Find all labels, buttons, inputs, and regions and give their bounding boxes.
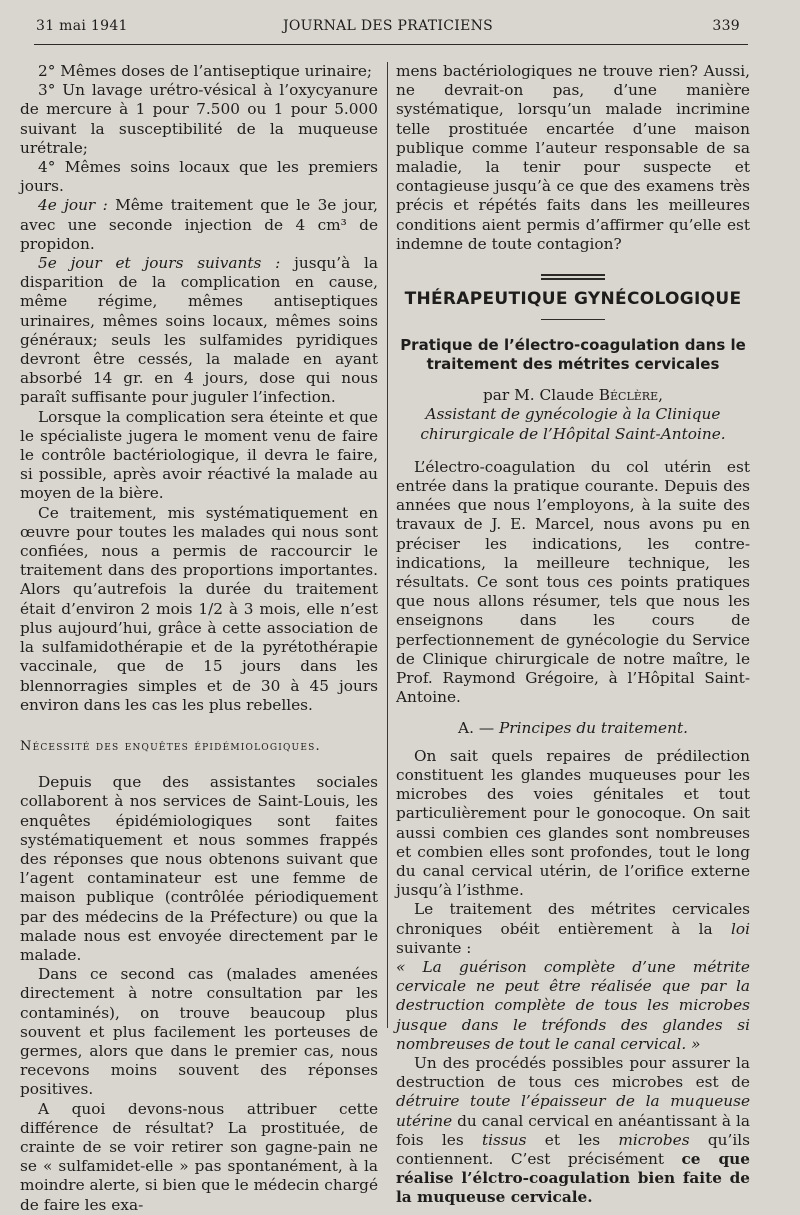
emphasis: loi bbox=[731, 919, 750, 938]
paragraph: A quoi devons-nous attribuer cette différence de résultat? La prostituée, de crainte de se voir retirer son gagne-pain ne se « sulfamidet-elle » pas spontanément, à la moindre alerte, si bien que le médecin chargé de faire les exa- bbox=[20, 1099, 378, 1214]
paragraph: Depuis que des assistantes sociales collaborent à nos services de Saint-Louis, les enquêtes épidémiologiques sont faites systématiquement et nous sommes frappés des réponses que nous obtenons suivant que l’agent contaminateur est une femme de maison publique (contrôlée périodiquement par des médecins de la Préfecture) ou que la malade nous est envoyée directement par le malade. bbox=[20, 773, 378, 964]
column-divider bbox=[387, 62, 388, 1028]
double-rule-ornament bbox=[541, 274, 605, 280]
left-column bbox=[20, 62, 378, 1214]
running-header bbox=[36, 18, 740, 40]
author-affiliation: Assistant de gynécologie à la Clinique chirurgicale de l’Hôpital Saint-Antoine. bbox=[420, 405, 726, 443]
paragraph: Ce traitement, mis systématiquement en œuvre pour toutes les malades qui nous sont confiées, nous a permis de raccourcir le traitement dans des proportions importantes. Alors qu’autrefois la durée du traitement était d’environ 2 mois 1/2 à 3 mois, elle n’est plus aujourd’hui, grâce à cette association de la sulfamidothérapie et de la pyrétothérapie vaccinale, que de 15 jours dans les blennorragies simples et de 30 à 45 jours environ dans les cas les plus rebelles. bbox=[20, 503, 378, 714]
paragraph: Lorsque la complication sera éteinte et que le spécialiste jugera le moment venu de faire le contrôle bactériologique, il devra le faire, si possible, après avoir réactivé la malade au moyen de la bière. bbox=[20, 407, 378, 503]
subsection-heading bbox=[396, 719, 750, 738]
section-heading: Nécessité des enquêtes épidémiologiques. bbox=[20, 738, 321, 754]
header-rule bbox=[34, 44, 748, 45]
byline bbox=[396, 386, 750, 405]
paragraph: Dans ce second cas (malades amenées directement à notre consultation par les contaminés), on trouve beaucoup plus souvent et plus facilement les porteuses de germes, alors que dans le premier cas, nous recevons moins souvent des réponses positives. bbox=[20, 965, 378, 1099]
paragraph: 4° Mêmes soins locaux que les premiers jours. bbox=[20, 158, 378, 196]
article-title: Pratique de l’électro-coagulation dans le traitement des métrites cervicales bbox=[400, 336, 746, 374]
author-name: Béclère, bbox=[598, 386, 663, 405]
emphasis: microbes bbox=[618, 1130, 690, 1149]
day-label: 4e jour : bbox=[38, 196, 108, 215]
rule-ornament bbox=[541, 319, 605, 320]
paragraph-text: du canal cervical en anéantissant à la fois les bbox=[396, 1111, 750, 1149]
paragraph-text: Le traitement des métrites cervicales chroniques obéit entièrement à la bbox=[396, 900, 750, 938]
paragraph: 2° Mêmes doses de l’antiseptique urinaire; bbox=[38, 62, 373, 80]
emphasis-bold: ce que réalise l’élctro-coagulation bien faite de la muqueuse cervicale. bbox=[396, 1149, 751, 1207]
issue-date: 31 mai 1941 bbox=[36, 18, 128, 34]
paragraph-text: Un des procédés possibles pour assurer la destruction de tous ces microbes est de bbox=[396, 1053, 750, 1092]
subsection-text: Principes du traitement. bbox=[498, 719, 688, 738]
paragraph: L’électro-coagulation du col utérin est entrée dans la pratique courante. Depuis des années que nous l’employons, à la suite des travaux de J. E. Marcel, nous avons pu en préciser les indications, les contre-indications, la meilleure technique, les résultats. Ce sont tous ces points pratiques que nous allons résumer, tels que nous les enseignons dans les cours de perfectionnement de gynécologie du Service de Clinique chirurgicale de notre maître, le Prof. Raymond Grégoire, à l’Hôpital Saint-Antoine. bbox=[396, 457, 750, 707]
paragraph-text: et les bbox=[526, 1130, 619, 1149]
emphasis: tissus bbox=[482, 1130, 527, 1149]
right-column bbox=[396, 62, 751, 1207]
paragraph-text: jusqu’à la disparition de la complication en cause, même régime, mêmes antiseptiques urinaires, mêmes soins locaux, mêmes soins généraux; seuls les sulfamides pyridiques devront être cessés, la malade en ayant absorbé 14 gr. en 4 jours, dose qui nous paraît suffisante pour juguler l’infection. bbox=[20, 254, 378, 407]
day-label: 5e jour et jours suivants : bbox=[38, 254, 281, 273]
page-number: 339 bbox=[712, 18, 740, 34]
paragraph-text: qu’ils contiennent. C’est précisément bbox=[396, 1130, 750, 1168]
paragraph-text: Même traitement que le 3e jour, avec une seconde injection de 4 cm³ de propidon. bbox=[20, 196, 378, 253]
journal-title: JOURNAL DES PRATICIENS bbox=[282, 18, 494, 34]
paragraph bbox=[20, 196, 378, 254]
paragraph bbox=[396, 1054, 750, 1208]
emphasis: détruire toute l’épaisseur de la muqueuse utérine bbox=[396, 1092, 750, 1130]
subsection-prefix: A. — bbox=[458, 719, 499, 738]
quotation: « La guérison complète d’une métrite cervicale ne peut être réalisée que par la destruction complète de tous les microbes jusque dans le tréfonds des glandes si nombreuses de tout le canal cervical. » bbox=[396, 957, 750, 1053]
paragraph: 3° Un lavage urétro-vésical à l’oxycyanure de mercure à 1 pour 7.500 ou 1 pour 5.000 suivant la susceptibilité de la muqueuse urétrale; bbox=[20, 81, 378, 157]
paragraph bbox=[20, 254, 378, 408]
paragraph-text: suivante : bbox=[396, 938, 472, 957]
byline-prefix: par M. Claude bbox=[483, 386, 599, 405]
rubric-heading: THÉRAPEUTIQUE GYNÉCOLOGIQUE bbox=[404, 289, 742, 310]
paragraph: On sait quels repaires de prédilection constituent les glandes muqueuses pour les microbes des voies génitales et tout particulièrement pour le gonocoque. On sait aussi combien ces glandes sont nombreuses et combien elles sont profondes, tout le long du canal cervical utérin, de l’orifice externe jusqu’à l’isthme. bbox=[396, 746, 750, 900]
paragraph: mens bactériologiques ne trouve rien? Aussi, ne devrait-on pas, d’une manière systématique, lorsqu’un malade incrimine telle prostituée encartée d’une maison publique comme l’auteur responsable de sa maladie, la tenir pour suspecte et contagieuse jusqu’à ce que des examens très précis et répétés faits dans les meilleures conditions aient permis d’affirmer qu’elle est indemne de toute contagion? bbox=[396, 62, 750, 253]
paragraph bbox=[396, 900, 750, 958]
